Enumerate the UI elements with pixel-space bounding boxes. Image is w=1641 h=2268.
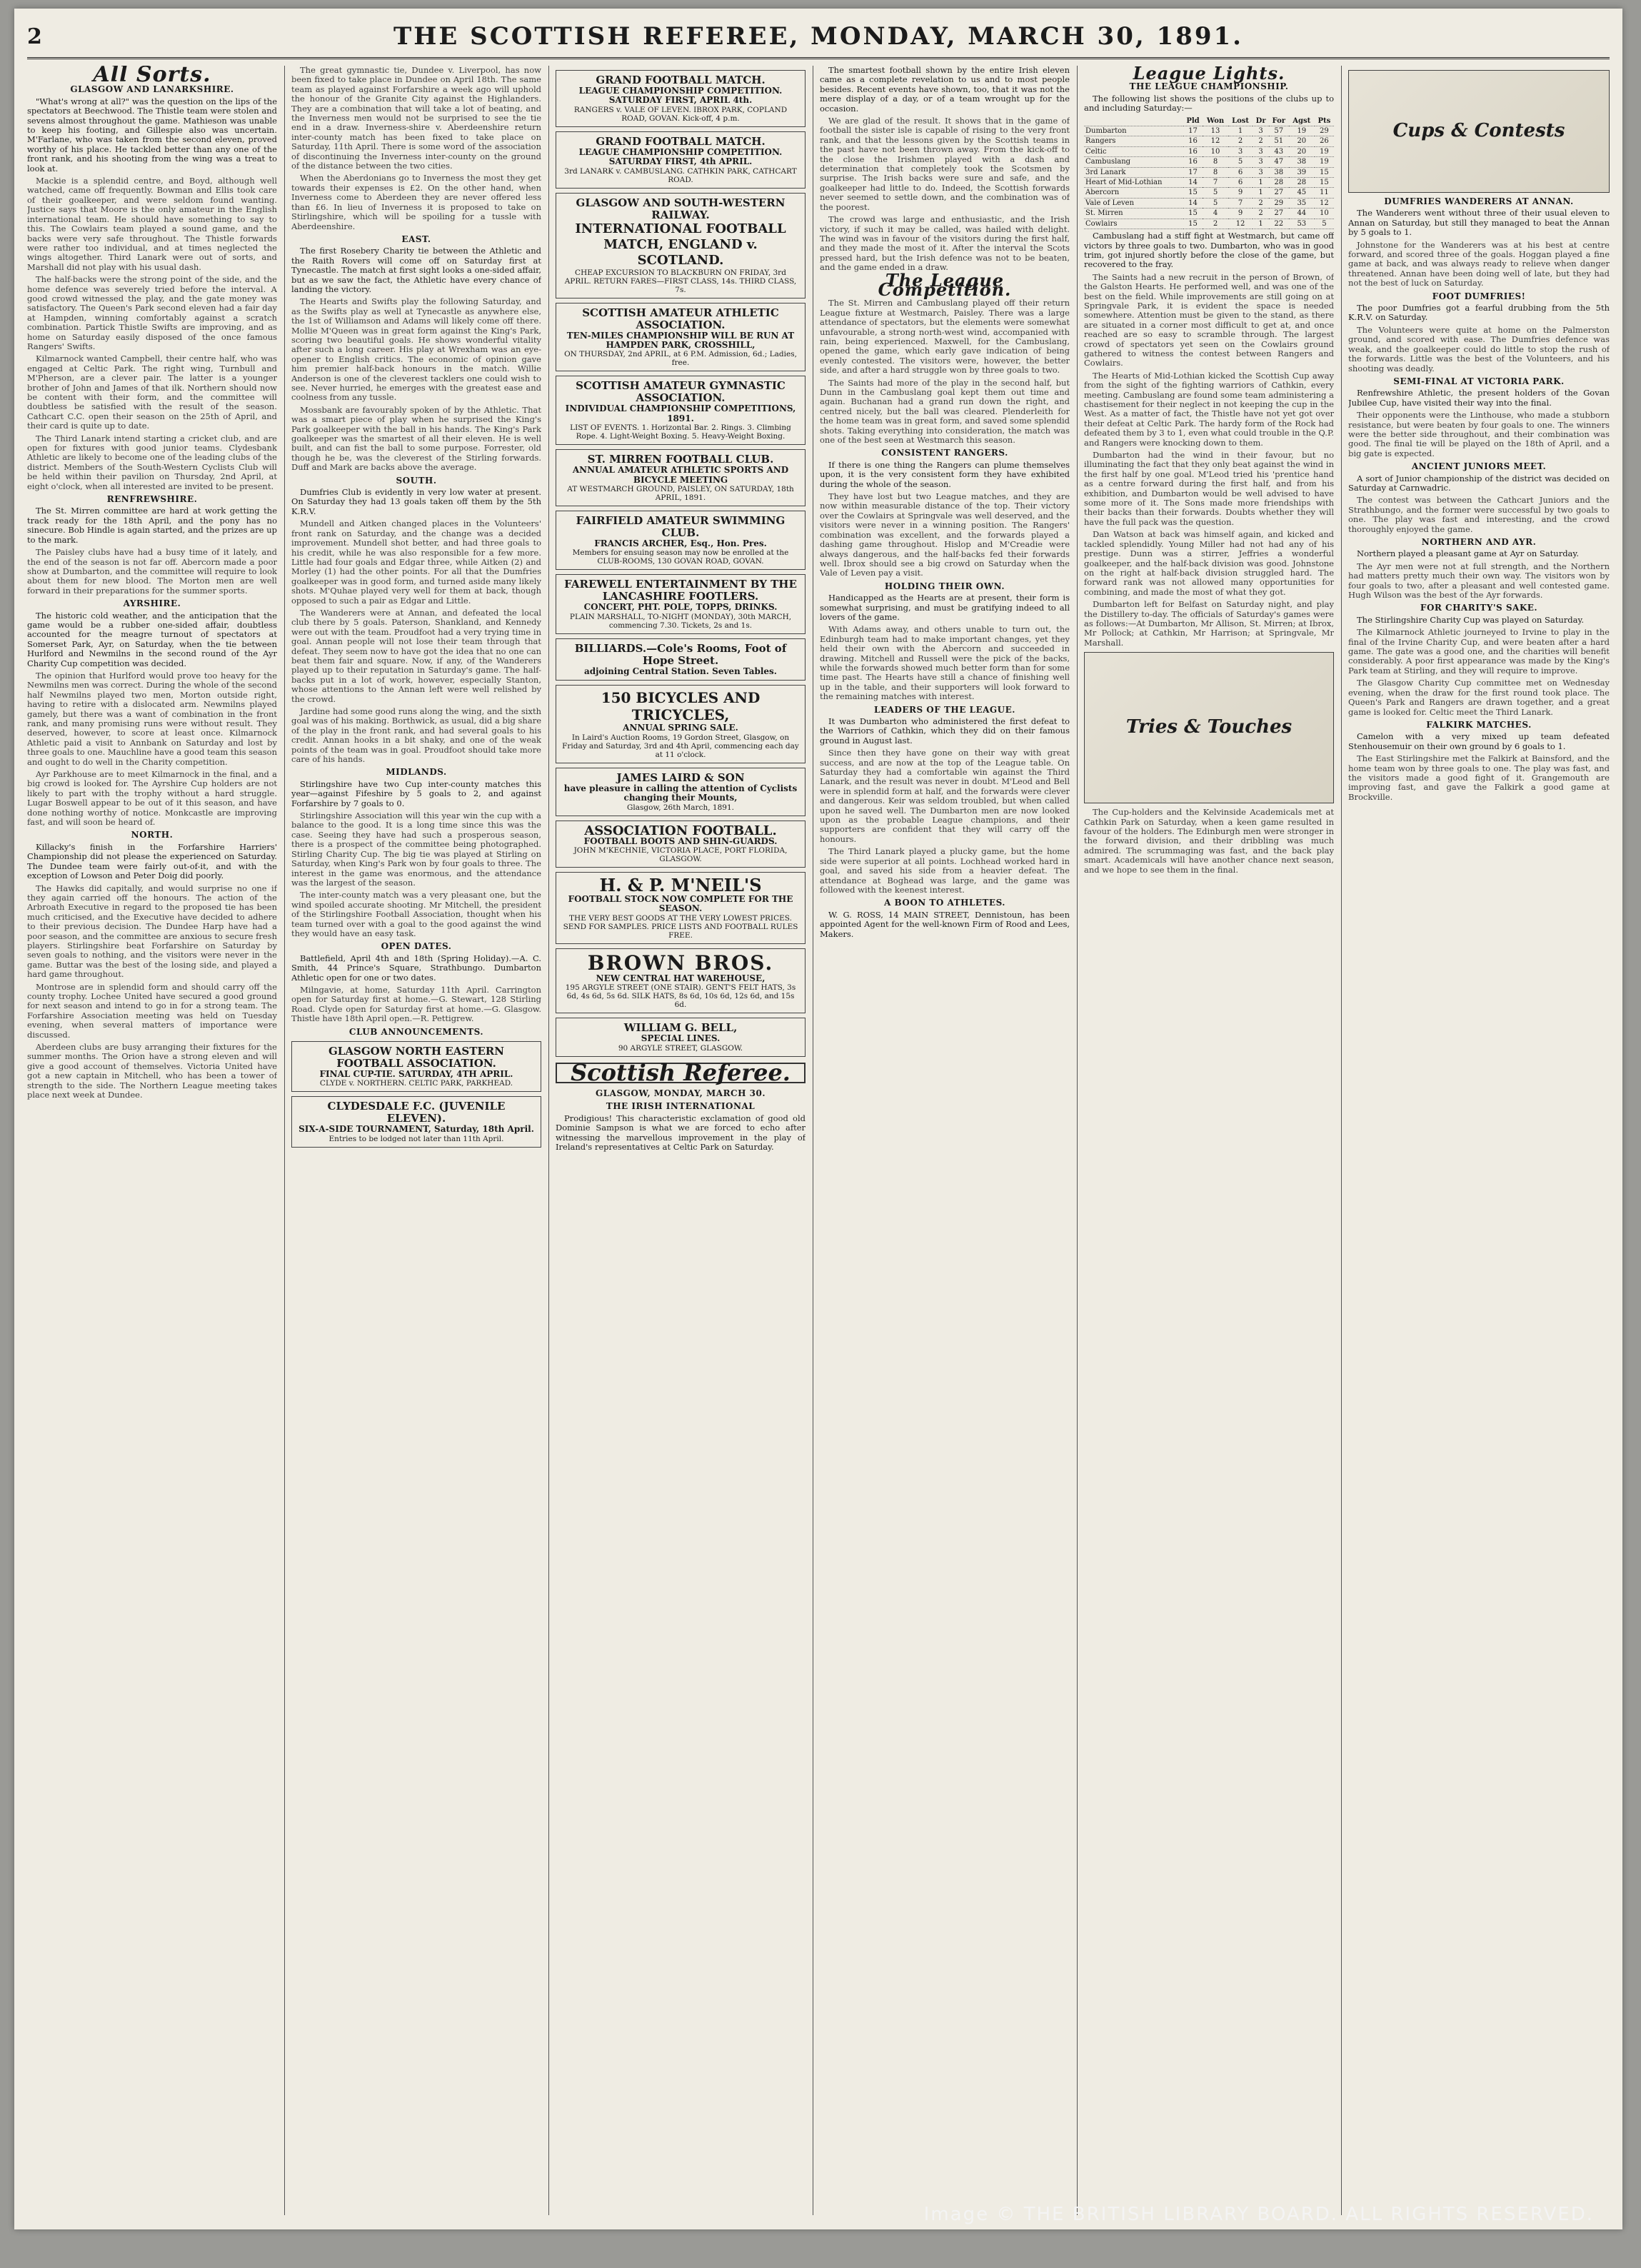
- table-cell: 15: [1183, 219, 1203, 229]
- table-cell: 14: [1183, 178, 1203, 188]
- filler-text: Stirlingshire Association will this year win the cup with a balance to the good. It is a long time since this was the case. Seeing they have had such a prosperous season, there is a prospect of the committee being photographed. Stirling Charity Cup. The big tie was played at Stirling on Saturday, when King's Park won by four goals to three. The interest in the game was enormous, and the attendance was the largest of the season.: [291, 811, 541, 888]
- section-title: RENFREWSHIRE.: [106, 494, 198, 505]
- table-cell: 10: [1315, 209, 1334, 219]
- article-text: The poor Dumfries got a fearful drubbing from the 5th K.R.V. on Saturday.: [1348, 303, 1610, 323]
- filler-text: When the Aberdonians go to Inverness the most they get towards their expenses is £2. On the other hand, when Inverness come to Aberdeen they are never offered less than £6. In lieu of Inverness it is proposed to take on Stirlingshire, which will be spoiling for a tussle with Aberdeenshire.: [291, 173, 541, 231]
- filler-text: Mossbank are favourably spoken of by the Athletic. That was a smart piece of play when he surprised the King's Park goalkeeper with the ball in his hands. The King's Park goalkeeper was the smartest of all their eleven. He is well built, and can fist the ball to some purpose. Forrester, old though he be, was the cleverest of the Stirling forwards. Duff and Mark are backs above the average.: [291, 404, 541, 473]
- league-lights-heading: League Lights.: [1133, 66, 1285, 84]
- newspaper-page: [14, 9, 1622, 2229]
- table-cell: 35: [1289, 198, 1315, 208]
- article-text: Renfrewshire Athletic, the present holders of the Govan Jubilee Cup, have visited their way into the final.: [1348, 388, 1610, 408]
- table-cell: 1: [1253, 219, 1268, 229]
- section-title: SEMI-FINAL AT VICTORIA PARK.: [1393, 376, 1565, 386]
- filler-text: The opinion that Hurlford would prove too heavy for the Newmilns men was correct. During the whole of the second half Newmilns played two men, Morton outside right, having to retire with a dislocated arm. Newmilns played gamely, but there was a want of combination in the front rank, and many promising runs were without result. They deserved, however, to score at least once. Kilmarnock Athletic paid a visit to Annbank on Saturday and lost by three goals to one. Mauchline have a good team this season and ought to do well in the Charity competition.: [27, 670, 277, 767]
- table-cell: 28: [1289, 178, 1315, 188]
- table-cell: Dumbarton: [1084, 126, 1183, 136]
- article-text: Battlefield, April 4th and 18th (Spring Holiday).—A. C. Smith, 44 Prince's Square, Strathbungo. Dumbarton Athletic open for one or two dates.: [291, 953, 541, 983]
- filler-text: The Hawks did capitally, and would surprise no one if they again carried off the honours. The action of the Arbroath Executive in regard to the proposed tie has been much criticised, and the Executive have decided to adhere to their previous decision. The Dundee Harp have had a poor season, and the committee are anxious to secure fresh players. Stirlingshire beat Forfarshire on Saturday by seven goals to nothing, and the visitors were never in the game. Buttar was the best of the losing side, and played a hard game throughout.: [27, 883, 277, 980]
- article-text: It was Dumbarton who administered the first defeat to the Warriors of Cathkin, which they did on their famous ground in August last.: [820, 716, 1070, 746]
- column-rule: [1077, 66, 1078, 2215]
- table-cell: 12: [1203, 136, 1228, 146]
- section-title: NORTH.: [131, 830, 174, 841]
- table-cell: 15: [1183, 188, 1203, 198]
- section-title: EAST.: [401, 234, 431, 244]
- editorial-text: Prodigious! This characteristic exclamation of good old Dominie Sampson is what we are forced to echo after witnessing the marvellous improvement in the play of Ireland's representatives at Celtic Park on Saturday.: [556, 1113, 806, 1152]
- table-cell: 19: [1289, 126, 1315, 136]
- table-cell: 15: [1315, 167, 1334, 177]
- masthead: [27, 16, 1610, 59]
- filler-text: The contest was between the Cathcart Juniors and the Strathbungo, and the former were successful by two goals to one. The play was fast and interesting, and the crowd thoroughly enjoyed the game.: [1348, 495, 1610, 534]
- article-text: The Stirlingshire Charity Cup was played on Saturday.: [1357, 614, 1585, 625]
- league-competition-heading: The League Competition.: [878, 269, 1012, 300]
- advertisement-laird: JAMES LAIRD & SON have pleasure in calling the attention of Cyclists changing their Mounts, Glasgow, 26th March, 1891.: [556, 768, 806, 816]
- table-cell: 12: [1228, 219, 1253, 229]
- article-text: Camelon with a very mixed up team defeated Stenhousemuir on their own ground by 6 goals to 1.: [1348, 731, 1610, 751]
- table-cell: 28: [1269, 178, 1289, 188]
- table-row: [1084, 209, 1334, 219]
- advertisement-gymnastic: SCOTTISH AMATEUR GYMNASTIC ASSOCIATION. INDIVIDUAL CHAMPIONSHIP COMPETITIONS, 1891. LIST OF EVENTS. 1. Horizontal Bar. 2. Rings. 3. Climbing Rope. 4. Light-Weight Boxing. 5. Heavy-Weight Boxing.: [556, 376, 806, 445]
- table-cell: 22: [1269, 219, 1289, 229]
- article-text: "What's wrong at all?" was the question on the lips of the spectators at Beechwood. The Thistle team were stolen and sevens almost throughout the game. Mathieson was unable to keep his footing, and Gillespie also was uncertain. M'Farlane, who was taken from the second eleven, proved worthy of his place. He tackled better than any one of the front rank, and his shooting from the wing was a treat to look at.: [27, 96, 277, 174]
- table-cell: 8: [1203, 167, 1228, 177]
- advertisement-brown-bros: BROWN BROS. NEW CENTRAL HAT WAREHOUSE, 195 ARGYLE STREET (ONE STAIR). GENT'S FELT HATS, 3s 6d, 4s 6d, 5s 6d. SILK HATS, 8s 6d, 10s 6d, 12s 6d, and 15s 6d.: [556, 948, 806, 1013]
- page-number: 2: [27, 24, 42, 49]
- section-title: ANCIENT JUNIORS MEET.: [1411, 461, 1547, 472]
- article-text: The St. Mirren committee are hard at work getting the track ready for the 18th April, and the pony has no sinecure. Bob Hindle is again started, and the prizes are up to the mark.: [27, 506, 277, 545]
- table-cell: 12: [1315, 198, 1334, 208]
- table-cell: 1: [1228, 126, 1253, 136]
- filler-text: The great gymnastic tie, Dundee v. Liverpool, has now been fixed to take place in Dundee on April 18th. The same team as played against Forfarshire a week ago will uphold the honour of the Granite City against the Highlanders. They are a combination that will take a lot of beating, and the Inverness men would not be surprised to see the tie end in a draw. Inverness-shire v. Aberdeenshire return inter-county match has been fixed to take place on Saturday, 11th April. There is some word of the association of discontinuing the Inverness inter-county on the ground of the distance between the two cities.: [291, 66, 541, 171]
- table-cell: 2: [1228, 136, 1253, 146]
- all-sorts-heading: All Sorts.: [93, 66, 211, 87]
- table-cell: Cambuslang: [1084, 157, 1183, 167]
- table-cell: 16: [1183, 157, 1203, 167]
- table-cell: 3: [1228, 146, 1253, 156]
- advertisement-entertainment: FAREWELL ENTERTAINMENT BY THE LANCASHIRE FOOTLERS. CONCERT, PHT. POLE, TOPPS, DRINKS. PLAIN MARSHALL, TO-NIGHT (MONDAY), 30th MARCH, commencing 7.30. Tickets, 2s and 1s.: [556, 574, 806, 633]
- filler-text: With Adams away, and others unable to turn out, the Edinburgh team had to make important changes, yet they held their own with the Abercorn and succeeded in drawing. Mitchell and Russell were the pick of the backs, while the forwards showed much better form than for some time past. The Hearts have still a chance of finishing well up in the table, and their supporters will look forward to the remaining matches with interest.: [820, 624, 1070, 702]
- table-header-cell: Pld: [1183, 116, 1203, 126]
- filler-text: The Saints had a new recruit in the person of Brown, of the Galston Hearts. He performed well, and was one of the best on the field. While improvements are still going on at Springvale Park, it is evident the space is needed somewhere. Attention must be given to the stand, as there are situated in a corner most difficult to get at, and once reached are so easy to scramble through. The largest crowd of spectators yet seen on the Cowlairs ground gathered to witness the contest between Rangers and Cowlairs.: [1084, 271, 1334, 368]
- table-cell: 7: [1203, 178, 1228, 188]
- table-cell: 20: [1289, 146, 1315, 156]
- league-championship-subheading: THE LEAGUE CHAMPIONSHIP.: [1129, 81, 1289, 92]
- filler-text: Dumbarton had the wind in their favour, but no illuminating the fact that they only beat against the wind in the first half by one goal. M'Leod tried his 'prentice hand as a centre forward during the first half, and from his exhibition, and Dumbarton would be well advised to have some more of it. The Sons made more friendships with their backs than their forwards. Doubts whether they will have the full pack was the question.: [1084, 450, 1334, 527]
- column-3: [556, 66, 806, 2215]
- table-header-cell: Dr: [1253, 116, 1268, 126]
- table-cell: 27: [1269, 209, 1289, 219]
- filler-text: Kilmarnock wanted Campbell, their centre half, who was engaged at Celtic Park. The right wing, Turnbull and M'Pherson, are a clever pair. The latter is a younger brother of John and James of that ilk. Northern should now be content with their form, and the committee will doubtless be satisfied with the result of the season. Cathcart C.C. open their season on the 25th of April, and their card is quite up to date.: [27, 353, 277, 431]
- table-cell: 9: [1228, 188, 1253, 198]
- table-cell: Abercorn: [1084, 188, 1183, 198]
- table-intro: The following list shows the positions of the clubs up to and including Saturday:—: [1084, 93, 1334, 114]
- table-cell: 16: [1183, 136, 1203, 146]
- table-cell: 14: [1183, 198, 1203, 208]
- advertisement-st-mirren: ST. MIRREN FOOTBALL CLUB. ANNUAL AMATEUR ATHLETIC SPORTS AND BICYCLE MEETING AT WESTMARCH GROUND, PAISLEY, ON SATURDAY, 18th APRIL, 1891.: [556, 449, 806, 506]
- section-title: FOOT DUMFRIES!: [1432, 291, 1526, 301]
- column-4: [820, 66, 1070, 2215]
- table-cell: 2: [1253, 198, 1268, 208]
- table-cell: 57: [1269, 126, 1289, 136]
- table-row: [1084, 188, 1334, 198]
- filler-text: They have lost but two League matches, and they are now within measurable distance of the top. Their victory over the Cowlairs at Springvale was well deserved, and the visitors were never in a winning position. The Rangers' combination was excellent, and the forwards played a dashing game throughout. Hislop and M'Creadie were always dangerous, and the half-backs fed their forwards well. Ibrox should see a big crowd on Saturday when the Vale of Leven pay a visit.: [820, 491, 1070, 578]
- section-title: AYRSHIRE.: [123, 598, 181, 609]
- filler-text: The Third Lanark played a plucky game, but the home side were superior at all points. Lochhead worked hard in goal, and saved his side from a heavier defeat. The attendance at Boghead was large, and the game was followed with the keenest interest.: [820, 846, 1070, 895]
- column-2: [291, 66, 541, 2215]
- section-title: CONSISTENT RANGERS.: [881, 448, 1008, 458]
- article-text: Cambuslang had a stiff fight at Westmarch, but came off victors by three goals to two. Dumbarton, who was in good trim, got injured shortly before the close of the game, but recovered to the fray.: [1084, 231, 1334, 270]
- filler-text: The Ayr men were not at full strength, and the Northern had matters pretty much their own way. The visitors won by four goals to two, after a pleasant and well contested game. Hugh Wilson was the best of the Ayr forwards.: [1348, 561, 1610, 601]
- advertisement-bicycles: 150 BICYCLES AND TRICYCLES, ANNUAL SPRING SALE. In Laird's Auction Rooms, 19 Gordon Street, Glasgow, on Friday and Saturday, 3rd and 4th April, commencing each day at 11 o'clock.: [556, 685, 806, 763]
- filler-text: Dan Watson at back was himself again, and kicked and tackled splendidly. Young Miller had not had any of his prestige. Dunn was a stirrer, Jeffries a wonderful goalkeeper, and the half-back division was good. Johnstone on the right at half-back division struggled hard. The forward rank was not allowed many opportunities for combining, and made the most of what they got.: [1084, 529, 1334, 597]
- section-title: CLUB ANNOUNCEMENTS.: [348, 1026, 484, 1037]
- league-table: [1084, 116, 1334, 229]
- filler-text: The Volunteers were quite at home on the Palmerston ground, and scored with ease. The Dumfries defence was weak, and the goalkeeper could do little to stop the rush of the forwards. Little was the best of the Volunteers, and his shooting was deadly.: [1348, 324, 1610, 373]
- filler-text: Ayr Parkhouse are to meet Kilmarnock in the final, and a big crowd is looked for. The Ayrshire Cup holders are not likely to part with the trophy without a hard struggle. Lugar Boswell appear to be out of it this season, and have done nothing worthy of notice. Monkcastle are improving fast, and will soon be heard of.: [27, 769, 277, 828]
- newspaper-banner: Scottish Referee.: [556, 1063, 806, 1083]
- table-cell: 4: [1203, 209, 1228, 219]
- cups-and-contests-illustration: [1348, 70, 1610, 193]
- table-cell: 13: [1203, 126, 1228, 136]
- table-cell: 5: [1228, 157, 1253, 167]
- filler-text: Dumbarton left for Belfast on Saturday night, and play the Distillery to-day. The officials of Saturday's games were as follows:—At Dumbarton, Mr Allison, St. Mirren; at Ibrox, Mr Pollock; at Cathkin, Mr Harrison; at Springvale, Mr Marshall.: [1084, 599, 1334, 648]
- article-text: Killacky's finish in the Forfarshire Harriers' Championship did not please the experienced on Saturday. The Dundee team were fairly out-of-it, and with the exception of Lowson and Peter Doig did poorly.: [27, 841, 277, 881]
- table-cell: 29: [1315, 126, 1334, 136]
- filler-text: The crowd was large and enthusiastic, and the Irish victory, if such it may be called, was hailed with delight. The wind was in favour of the visitors during the first half, and they made the most of it. After the interval the Scots pressed hard, but the Irish defence was not to be beaten, and the game ended in a draw.: [820, 214, 1070, 273]
- advertisement-bell: WILLIAM G. BELL, SPECIAL LINES. 90 ARGYLE STREET, GLASGOW.: [556, 1018, 806, 1056]
- advertisement-swimming: FAIRFIELD AMATEUR SWIMMING CLUB. FRANCIS ARCHER, Esq., Hon. Pres. Members for ensuing season may now be enrolled at the CLUB-ROOMS, 130 GOVAN ROAD, GOVAN.: [556, 511, 806, 570]
- table-cell: 47: [1269, 157, 1289, 167]
- table-cell: 11: [1315, 188, 1334, 198]
- table-cell: 1: [1253, 188, 1268, 198]
- table-cell: Vale of Leven: [1084, 198, 1183, 208]
- editorial-title: THE IRISH INTERNATIONAL: [606, 1101, 756, 1112]
- filler-text: The inter-county match was a very pleasant one, but the wind spoiled accurate shooting. Mr Mitchell, the president of the Stirlingshire Football Association, thought when his team turned over with a goal to the good against the wind they would have an easy task.: [291, 890, 541, 938]
- table-header-cell: [1084, 116, 1183, 126]
- section-title: OPEN DATES.: [381, 941, 452, 952]
- section-title: LEADERS OF THE LEAGUE.: [874, 704, 1015, 715]
- filler-text: Their opponents were the Linthouse, who made a stubborn resistance, but were beaten by four goals to one. The winners were the better side throughout, and their combination was good. The final tie will be played on the 18th of April, and a big gate is expected.: [1348, 410, 1610, 458]
- article-text: The smartest football shown by the entire Irish eleven came as a complete revelation to us and to most people besides. Recent events have shown, too, that it was not the mere display of a day, or of a team wrought up for the occasion.: [820, 66, 1070, 114]
- section-title: MIDLANDS.: [386, 767, 447, 778]
- column-rule: [1341, 66, 1342, 2215]
- table-cell: 44: [1289, 209, 1315, 219]
- table-row: [1084, 136, 1334, 146]
- table-cell: 1: [1253, 178, 1268, 188]
- table-cell: 8: [1203, 157, 1228, 167]
- advertisement: GLASGOW NORTH EASTERN FOOTBALL ASSOCIATION. FINAL CUP-TIE. SATURDAY, 4TH APRIL. CLYDE v. NORTHERN. CELTIC PARK, PARKHEAD.: [291, 1041, 541, 1092]
- table-header-cell: Won: [1203, 116, 1228, 126]
- article-text: A sort of Junior championship of the district was decided on Saturday at Carnwadric.: [1348, 473, 1610, 493]
- filler-text: The Kilmarnock Athletic journeyed to Irvine to play in the final of the Irvine Charity Cup, and were beaten after a hard game. The gate was a good one, and the charities will benefit considerably. A poor first appearance was made by the King's Park team at Stirling, and they will require to improve.: [1348, 627, 1610, 676]
- section-title: NORTHERN AND AYR.: [1421, 537, 1537, 547]
- column-rule: [284, 66, 285, 2215]
- advertisement-mneil: H. & P. M'NEIL'S FOOTBALL STOCK NOW COMPLETE FOR THE SEASON. THE VERY BEST GOODS AT THE VERY LOWEST PRICES. SEND FOR SAMPLES. PRICE LISTS AND FOOTBALL RULES FREE.: [556, 872, 806, 944]
- table-row: [1084, 126, 1334, 136]
- advertisement-athletic: SCOTTISH AMATEUR ATHLETIC ASSOCIATION. TEN-MILES CHAMPIONSHIP WILL BE RUN AT HAMPDEN PARK, CROSSHILL, ON THURSDAY, 2nd APRIL, at 6 P.M. Admission, 6d.; Ladies, free.: [556, 303, 806, 372]
- table-header-cell: Pts: [1315, 116, 1334, 126]
- table-cell: 38: [1269, 167, 1289, 177]
- advertisement-association-football: ASSOCIATION FOOTBALL. FOOTBALL BOOTS AND SHIN-GUARDS. JOHN M'KECHNIE, VICTORIA PLACE, PORT FLORIDA, GLASGOW.: [556, 821, 806, 868]
- table-row: [1084, 146, 1334, 156]
- filler-text: Jardine had some good runs along the wing, and the sixth goal was of his making. Borthwick, as usual, did a big share of the play in the front rank, and had several goals to his credit. Annan hooks in a bit shaky, and one of the weak points of the team was in goal. Proudfoot should take more care of his hands.: [291, 706, 541, 765]
- table-cell: 15: [1183, 209, 1203, 219]
- table-cell: 5: [1315, 219, 1334, 229]
- table-cell: 27: [1269, 188, 1289, 198]
- table-cell: 51: [1269, 136, 1289, 146]
- table-cell: Heart of Mid-Lothian: [1084, 178, 1183, 188]
- column-1: [27, 66, 277, 2215]
- filler-text: The Hearts of Mid-Lothian kicked the Scottish Cup away from the sight of the fighting warriors of Cathkin, every meeting. Cambuslang are found some team administering a chastisement for their neglect in not keeping the cup in the West. As a matter of fact, the Thistle have not yet got over their defeat at Celtic Park. The hardy form of the Rock had defeated them by 3 to 1, even what could trouble in the Q.P. and Rangers were knocking down to them.: [1084, 370, 1334, 448]
- advertisement-railway: GLASGOW AND SOUTH-WESTERN RAILWAY. INTERNATIONAL FOOTBALL MATCH, ENGLAND v. SCOTLAND. CHEAP EXCURSION TO BLACKBURN ON FRIDAY, 3rd APRIL. RETURN FARES—FIRST CLASS, 14s. THIRD CLASS, 7s.: [556, 193, 806, 298]
- table-cell: 26: [1315, 136, 1334, 146]
- filler-text: The East Stirlingshire met the Falkirk at Bainsford, and the home team won by three goals to one. The play was fast, and the visitors made a good fight of it. Grangemouth are improving fast, and gave the Falkirk a good game at Brockville.: [1348, 753, 1610, 802]
- table-cell: 2: [1253, 136, 1268, 146]
- table-cell: 5: [1203, 198, 1228, 208]
- column-rule: [548, 66, 549, 2215]
- filler-text: The Saints had more of the play in the second half, but Dunn in the Cambuslang goal kept them out time and again. Buchanan had a grand run down the right, and centred nicely, but the ball was cleared. Plenderleith for the home team was in great form, and saved some splendid shots. Taking everything into consideration, the match was one of the best seen at Westmarch this season.: [820, 377, 1070, 446]
- table-cell: 2: [1253, 209, 1268, 219]
- boon-text: W. G. ROSS, 14 MAIN STREET, Dennistoun, has been appointed Agent for the well-known Firm of Rood and Lees, Makers.: [820, 909, 1070, 939]
- filler-text: We are glad of the result. It shows that in the game of football the sister isle is capable of rising to the very front rank, and that the lessons given by the Scottish teams in the past have not been thrown away. From the kick-off to the close the Irishmen played with a dash and determination that completely took the Scotsmen by surprise. The Irish backs were sure and safe, and the goalkeeper had little to do. Indeed, the Scottish forwards never seemed to settle down, and the combination was of the poorest.: [820, 116, 1070, 212]
- filler-text: The Glasgow Charity Cup committee met on Wednesday evening, when the draw for the first round took place. The Queen's Park and Rangers are drawn together, and a great game is looked for. Celtic meet the Third Lanark.: [1348, 678, 1610, 717]
- table-cell: 16: [1183, 146, 1203, 156]
- column-6: [1348, 66, 1610, 2215]
- article-text: If there is one thing the Rangers can plume themselves upon, it is the very consistent form they have exhibited during the whole of the season.: [820, 459, 1070, 489]
- table-cell: 7: [1228, 198, 1253, 208]
- table-cell: 43: [1269, 146, 1289, 156]
- table-row: [1084, 198, 1334, 208]
- article-text: The historic cold weather, and the anticipation that the game would be a rubber one-sided affair, doubtless accounted for the meagre turnout of spectators at Somerset Park, Ayr, on Saturday, when the tie between Hurlford and Newmilns in the second round of the Ayr Charity Cup competition was decided.: [27, 610, 277, 668]
- table-cell: Cowlairs: [1084, 219, 1183, 229]
- table-row: [1084, 178, 1334, 188]
- table-row: [1084, 157, 1334, 167]
- filler-text: The Hearts and Swifts play the following Saturday, and as the Swifts play as well at Tynecastle as anywhere else, the 1st of Williamson and Adams will likely come off there. Mollie M'Queen was in great form against the King's Park, scoring two beautiful goals. He shows wonderful vitality after such a long career. His play at Wrexham was an eye-opener to English critics. The economic of opinion gave him premier half-back honours in the match. Willie Anderson is one of the cleverest tacklers one could wish to see. Never hurried, he emerges with the greatest ease and coolness from any tussle.: [291, 296, 541, 403]
- filler-text: Mundell and Aitken changed places in the Volunteers' front rank on Saturday, and the change was a decided improvement. Mundell shot better, and had three goals to his credit, while he was also responsible for a few more. Little had four goals and Edgar three, while Aitken (2) and Morley (1) had the other points. For all that the Dumfries goalkeeper was in good form, and turned aside many likely shots. M'Quhae played very well for them at back, though opposed to such a pair as Edgar and Little.: [291, 518, 541, 606]
- table-cell: 3: [1253, 157, 1268, 167]
- table-cell: 6: [1228, 167, 1253, 177]
- advertisement-rangers: GRAND FOOTBALL MATCH. LEAGUE CHAMPIONSHIP COMPETITION. SATURDAY FIRST, APRIL 4th. RANGERS v. VALE OF LEVEN. IBROX PARK, COPLAND ROAD, GOVAN. Kick-off, 4 p.m.: [556, 70, 806, 127]
- filler-text: The Third Lanark intend starting a cricket club, and are open for fixtures with good junior teams. Clydesbank Athletic are likely to become one of the leading clubs of the district. Members of the South-Western Cyclists Club will be held within their pavilion on Thursday, 2nd April, at eight o'clock, when all interested are invited to be present.: [27, 433, 277, 491]
- article-text: Dumfries Club is evidently in very low water at present. On Saturday they had 13 goals taken off them by the 5th K.R.V.: [291, 487, 541, 516]
- filler-text: The Cup-holders and the Kelvinside Academicals met at Cathkin Park on Saturday, when a keen game resulted in favour of the holders. The Edinburgh men were stronger in the forward division, and their dribbling was much admired. The scrummaging was fast, and the back play smart. Academicals will have another chance next season, and we hope to see them in the final.: [1084, 807, 1334, 875]
- article-text: Stirlingshire have two Cup inter-county matches this year—against Fifeshire by 5 goals to 2, and against Forfarshire by 7 goals to 0.: [291, 778, 541, 808]
- table-cell: 6: [1228, 178, 1253, 188]
- table-cell: 3: [1253, 167, 1268, 177]
- table-cell: 15: [1315, 178, 1334, 188]
- table-header-cell: Agst: [1289, 116, 1315, 126]
- table-cell: 38: [1289, 157, 1315, 167]
- filler-text: The half-backs were the strong point of the side, and the home defence was severely tried before the interval. A good crowd witnessed the play, and the gate money was satisfactory. The Queen's Park second eleven had a fair day at Hampden, winning comfortably against a scratch combination. Partick Thistle Swifts are improving, and as home on Saturday easily disposed of the once famous Rangers' Swifts.: [27, 274, 277, 351]
- filler-text: The Paisley clubs have had a busy time of it lately, and the end of the season is not far off. Abercorn made a poor show at Dumbarton, and the committee will require to look about them for new blood. The Morton men are well forward in their preparations for the summer sports.: [27, 547, 277, 596]
- table-cell: 19: [1315, 146, 1334, 156]
- table-header-cell: For: [1269, 116, 1289, 126]
- table-cell: 10: [1203, 146, 1228, 156]
- article-text: The Wanderers went without three of their usual eleven to Annan on Saturday, but still they managed to beat the Annan by 5 goals to 1.: [1348, 208, 1610, 238]
- article-text: Handicapped as the Hearts are at present, their form is somewhat surprising, and must be gratifying indeed to all lovers of the game.: [820, 593, 1070, 622]
- table-cell: 45: [1289, 188, 1315, 198]
- filler-text: The Wanderers were at Annan, and defeated the local club there by 5 goals. Paterson, Shankland, and Kennedy were out with the team. Proudfoot had a very trying time in goal. Annan people will not lose their team through that defeat. They seem now to have got the idea that no one can beat them fair and square. Now, if any, of the Wanderers played up to their reputation in Saturday's game. The half-backs put in a lot of work, however, especially Stanton, whose attentions to the Annan left were well relished by the crowd.: [291, 607, 541, 704]
- filler-text: The St. Mirren and Cambuslang played off their return League fixture at Westmarch, Paisley. There was a large attendance of spectators, but the elements were somewhat unfavourable, a strong north-west wind, accompanied with rain, being experienced. Maxwell, for the Cambuslang, opened the game, which early gave indication of being evenly contested. The visitors were, however, the better side, and after a hard struggle won by three goals to two.: [820, 298, 1070, 376]
- tries-and-touches-illustration: [1084, 652, 1334, 803]
- filler-text: Mackie is a splendid centre, and Boyd, although well watched, came off frequently. Bowman and Ellis took care of their goalkeeper, and were seldom found wanting. Justice says that Moore is the only amateur in the English international team. He should have something to say to this. The Cowlairs team played a sound game, and the backs were very safe throughout. The Thistle forwards were rather too individual, and at times neglected the wings altogether. Third Lanark were out of sorts, and Marshall did not play with his usual dash.: [27, 176, 277, 272]
- table-cell: 19: [1315, 157, 1334, 167]
- filler-text: Milngavie, at home, Saturday 11th April. Carrington open for Saturday first at home.—G. Stewart, 128 Stirling Road. Clyde open for Saturday first at home.—G. Glasgow. Thistle have 18th April open.—R. Pettigrew.: [291, 984, 541, 1024]
- filler-text: Johnstone for the Wanderers was at his best at centre forward, and scored three of the goals. Hoggan played a fine game at back, and was always ready to relieve when danger threatened. Annan have been doing well of late, but they had not the best of luck on Saturday.: [1348, 239, 1610, 288]
- illustration-title: Tries & Touches: [1125, 716, 1293, 738]
- table-cell: 29: [1269, 198, 1289, 208]
- filler-text: Montrose are in splendid form and should carry off the county trophy. Lochee United have secured a good ground for next season and intend to go in for a strong team. The Forfarshire Association meeting was held on Tuesday evening, when several matters of importance were discussed.: [27, 981, 277, 1040]
- illustration-title: Cups & Contests: [1392, 120, 1565, 142]
- filler-text: Aberdeen clubs are busy arranging their fixtures for the summer months. The Orion have a strong eleven and will give a good account of themselves. Victoria United have got a new captain in Mitchell, who has been a tower of strength to the side. The Northern League meeting takes place next week at Dundee.: [27, 1042, 277, 1100]
- table-cell: 17: [1183, 126, 1203, 136]
- table-cell: 20: [1289, 136, 1315, 146]
- section-title: SOUTH.: [396, 475, 437, 486]
- column-5: [1084, 66, 1334, 2215]
- boon-title: A BOON TO ATHLETES.: [884, 898, 1005, 908]
- section-title: DUMFRIES WANDERERS AT ANNAN.: [1384, 196, 1574, 206]
- table-cell: 17: [1183, 167, 1203, 177]
- table-cell: 2: [1203, 219, 1228, 229]
- table-row: [1084, 167, 1334, 177]
- section-title: HOLDING THEIR OWN.: [884, 581, 1005, 591]
- advertisement-third-lanark: GRAND FOOTBALL MATCH. LEAGUE CHAMPIONSHIP COMPETITION. SATURDAY FIRST, 4th APRIL. 3rd LANARK v. CAMBUSLANG. CATHKIN PARK, CATHCART ROAD.: [556, 131, 806, 189]
- table-cell: 3rd Lanark: [1084, 167, 1183, 177]
- newspaper-title: THE SCOTTISH REFEREE, MONDAY, MARCH 30, 1891.: [393, 22, 1243, 51]
- article-text: Northern played a pleasant game at Ayr on Saturday.: [1357, 548, 1580, 559]
- section-title: FOR CHARITY'S SAKE.: [1420, 603, 1538, 613]
- advertisement: CLYDESDALE F.C. (JUVENILE ELEVEN). SIX-A-SIDE TOURNAMENT, Saturday, 18th April. Entries to be lodged not later than 11th April.: [291, 1096, 541, 1147]
- filler-text: Since then they have gone on their way with great success, and are now at the top of the League table. On Saturday they had a comfortable win against the Third Lanark, and the result was never in doubt. M'Leod and Bell were in splendid form at half, and the forwards were clever and dangerous. Keir was seldom troubled, but when called upon he saved well. The Dumbarton men are now looked upon as the probable League champions, and their supporters are confident that they will carry off the honours.: [820, 748, 1070, 844]
- table-cell: 3: [1253, 126, 1268, 136]
- article-text: The first Rosebery Charity tie between the Athletic and the Raith Rovers will come off on Saturday first at Tynecastle. The match at first sight looks a one-sided affair, but as we saw the fact, the Athletic have every chance of landing the victory.: [291, 246, 541, 294]
- table-cell: 3: [1253, 146, 1268, 156]
- table-cell: Celtic: [1084, 146, 1183, 156]
- table-cell: 53: [1289, 219, 1315, 229]
- table-cell: St. Mirren: [1084, 209, 1183, 219]
- section-title: GLASGOW AND LANARKSHIRE.: [70, 84, 234, 95]
- table-row: [1084, 219, 1334, 229]
- advertisement-billiards: BILLIARDS.—Cole's Rooms, Foot of Hope Street. adjoining Central Station. Seven Tables.: [556, 638, 806, 681]
- table-cell: 39: [1289, 167, 1315, 177]
- table-cell: 9: [1228, 209, 1253, 219]
- copyright-footer: Image © THE BRITISH LIBRARY BOARD. ALL RIGHTS RESERVED.: [923, 2204, 1594, 2225]
- editorial-date: GLASGOW, MONDAY, MARCH 30.: [595, 1088, 766, 1098]
- table-cell: Rangers: [1084, 136, 1183, 146]
- table-cell: 5: [1203, 188, 1228, 198]
- section-title: FALKIRK MATCHES.: [1426, 719, 1532, 730]
- table-header-cell: Lost: [1228, 116, 1253, 126]
